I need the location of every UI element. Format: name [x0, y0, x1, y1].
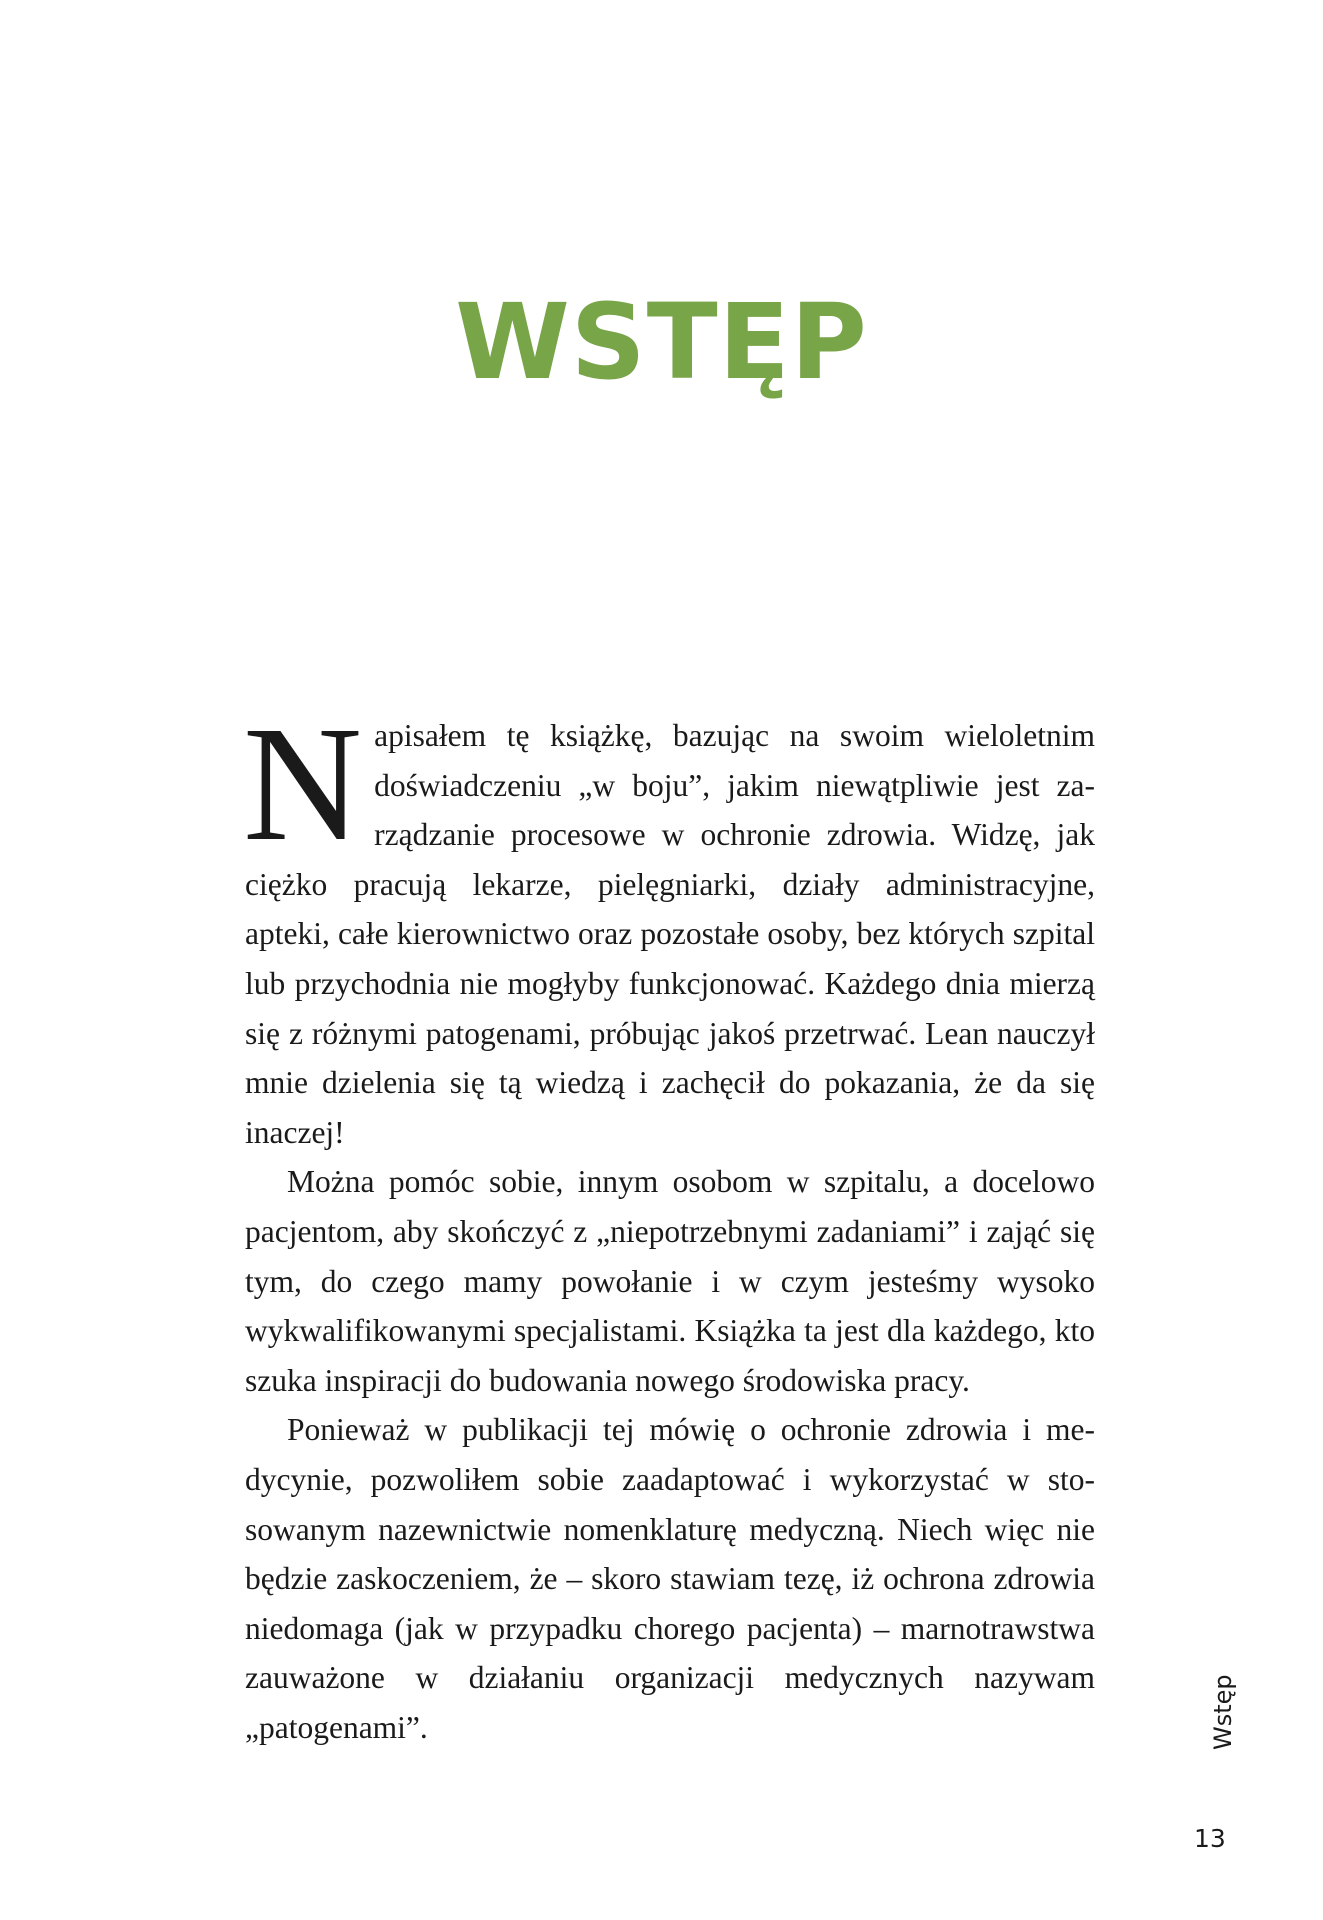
- chapter-title: WSTĘP: [455, 281, 868, 403]
- running-head: Wstęp: [1209, 1674, 1237, 1750]
- paragraph-1: [243, 692, 1095, 1157]
- page-number: 13: [1194, 1824, 1226, 1853]
- paragraph-1-text: apisałem tę książkę, bazując na swoim wieloletnim doświadczeniu „w boju”, jakim niewątpliwie jest zarządzanie procesowe w ochronie zdrowia. Widzę, jak ciężko pracują lekarze, pielęgniarki, działy administracyjne, apteki, całe kierownictwo oraz pozostałe osoby, bez których szpital lub przychodnia nie mogłyby funkcjonować. Każdego dnia mierzą się z różnymi patogenami, próbując jakoś przetrwać. Lean nauczył mnie dzielenia się tą wiedzą i zachęcił do pokazania, że da się inaczej!: [245, 718, 1095, 1150]
- paragraph-2: Można pomóc sobie, innym osobom w szpitalu, a docelowo pacjentom, aby skończyć z „niepotrzebnymi zadaniami” i zająć się tym, do czego mamy powołanie i w czym jesteśmy wysoko wykwalifikowanymi specjalistami. Książka ta jest dla każdego, kto szuka inspiracji do budowania nowego środowiska pracy.: [245, 1164, 1095, 1398]
- drop-cap: N: [243, 692, 363, 875]
- paragraph-3: Ponieważ w publikacji tej mówię o ochronie zdrowia i medycynie, pozwoliłem sobie zaadaptować i wykorzystać w stosowanym nazewnictwie nomenklaturę medyczną. Niech więc nie będzie zaskoczeniem, że – skoro stawiam tezę, iż ochrona zdrowia niedomaga (jak w przypadku chorego pacjenta) – marnotrawstwa zauważone w działaniu organizacji medycznych nazywam „patogenami”.: [245, 1412, 1095, 1745]
- chapter-body: [243, 692, 1095, 1752]
